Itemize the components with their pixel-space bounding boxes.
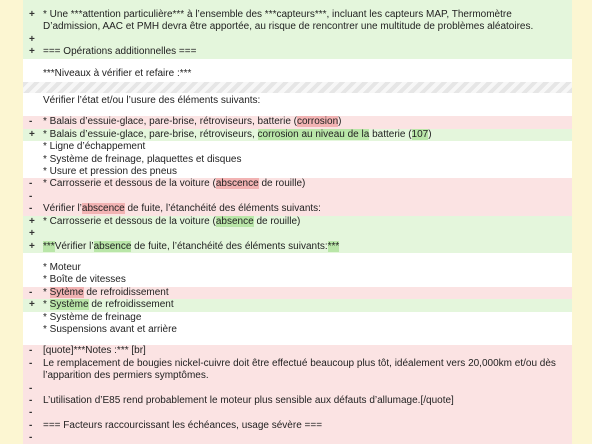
diff-line-text [43, 358, 572, 383]
diff-line-removed [23, 358, 572, 383]
diff-line-removed [23, 345, 572, 357]
diff-line-text [43, 191, 572, 203]
diff-line-text [43, 0, 572, 9]
diff-text-segment: ) [338, 116, 342, 128]
diff-text-segment: de fuite, l’étanchéité des éléments suivants: [131, 240, 328, 252]
diff-spacer [23, 253, 572, 262]
diff-line-text [43, 9, 572, 34]
diff-line-text [43, 287, 572, 299]
diff-line-text [43, 228, 572, 240]
diff-text-segment: ) [428, 128, 432, 140]
diff-line-text [43, 116, 572, 128]
diff-line-added [23, 46, 572, 58]
diff-line-added [23, 9, 572, 34]
diff-text-segment: * [43, 286, 50, 298]
diff-line-text [43, 407, 572, 419]
diff-line-text [43, 262, 572, 274]
diff-text-segment: * Carrosserie et dessous de la voiture ( [43, 178, 216, 190]
diff-line-added [23, 0, 572, 9]
diff-line-context [23, 166, 572, 178]
diff-text-segment: ***Niveaux à vérifier et refaire :*** [43, 67, 192, 79]
diff-line-context [23, 274, 572, 286]
diff-line-added [23, 228, 572, 240]
diff-line-added [23, 34, 572, 46]
diff-line-text [43, 345, 572, 357]
diff-marker: - [29, 357, 33, 369]
diff-marker: + [29, 9, 35, 20]
diff-line-removed [23, 203, 572, 215]
diff-line-text [43, 420, 572, 432]
diff-text-segment: Vérifier l’ [43, 203, 82, 215]
diff-spacer [23, 336, 572, 345]
diff-change-highlight: 107 [411, 128, 429, 140]
diff-text-segment: de rouille) [253, 215, 301, 227]
diff-text-segment: de fuite, l’étanchéité des éléments suivants: [124, 203, 321, 215]
diff-text-segment: de refroidissement [83, 286, 169, 298]
diff-marker: - [29, 286, 33, 298]
diff-marker: - [29, 419, 33, 431]
diff-line-added [23, 241, 572, 253]
diff-marker: + [29, 299, 35, 311]
diff-text-segment: * Système de freinage [43, 311, 142, 323]
diff-text-segment: * Moteur [43, 261, 81, 273]
diff-text-segment: === Opérations additionnelles === [43, 46, 197, 58]
diff-line-removed [23, 432, 572, 444]
diff-marker: - [29, 178, 33, 190]
diff-change-highlight: abscence [81, 203, 125, 215]
diff-text-segment: * Usure et pression des pneus [43, 166, 177, 178]
diff-marker: + [29, 240, 35, 252]
diff-text-segment: * Suspensions avant et arrière [43, 323, 177, 335]
diff-line-text [43, 203, 572, 215]
diff-line-removed [23, 395, 572, 407]
diff-marker: + [29, 128, 35, 140]
diff-line-context [23, 68, 572, 80]
diff-text-segment: * Système de freinage, plaquettes et disques [43, 153, 242, 165]
diff-line-context [23, 312, 572, 324]
diff-marker: + [29, 215, 35, 227]
diff-text-segment: de refroidissement [88, 299, 174, 311]
diff-marker: + [29, 228, 35, 240]
diff-text-segment: * Carrosserie et dessous de la voiture ( [43, 215, 216, 227]
diff-spacer [23, 107, 572, 116]
diff-line-added [23, 129, 572, 141]
diff-text-segment: * Balais d’essuie-glace, pare-brise, rétroviseurs, [43, 128, 258, 140]
diff-change-highlight: absence [93, 240, 132, 252]
diff-line-context [23, 95, 572, 107]
diff-line-list [23, 9, 572, 444]
diff-text-segment: Vérifier l’état et/ou l’usure des éléments suivants: [43, 95, 261, 107]
diff-spacer [23, 59, 572, 68]
diff-change-highlight: Système [49, 299, 89, 311]
diff-text-segment: L’utilisation d’E85 rend probablement le moteur plus sensible aux défauts d’allumage.[/quote] [43, 394, 454, 406]
diff-collapsed-separator[interactable] [23, 82, 572, 93]
diff-marker: - [29, 345, 33, 357]
diff-line-text [43, 324, 572, 336]
diff-text-segment: === Facteurs raccourcissant les échéances, usage sévère === [43, 419, 323, 431]
diff-marker: - [29, 203, 33, 215]
diff-text-segment: Vérifier l’ [54, 240, 94, 252]
diff-line-text [43, 34, 572, 46]
diff-line-text [43, 274, 572, 286]
diff-change-highlight: Sytème [49, 286, 84, 298]
diff-marker: + [29, 33, 35, 45]
diff-line-text [43, 312, 572, 324]
diff-text-segment: [quote]***Notes :*** [br] [43, 345, 146, 357]
diff-panel [23, 0, 572, 444]
diff-change-highlight: *** [327, 240, 340, 252]
diff-marker: + [29, 46, 35, 58]
diff-text-segment: * Ligne d’échappement [43, 141, 146, 153]
diff-change-highlight: abscence [215, 178, 259, 190]
diff-change-highlight: corrosion au niveau de la [257, 128, 370, 140]
diff-line-text [43, 95, 572, 107]
diff-text-segment: * Boîte de vitesses [43, 274, 126, 286]
diff-line-text [43, 299, 572, 311]
diff-line-text [43, 216, 572, 228]
diff-line-text [43, 241, 572, 253]
diff-text-segment: * Balais d’essuie-glace, pare-brise, rétroviseurs, batterie ( [43, 116, 297, 128]
diff-line-context [23, 324, 572, 336]
diff-line-removed [23, 383, 572, 395]
diff-change-highlight: corrosion [297, 116, 339, 128]
diff-marker: - [29, 116, 33, 128]
diff-line-text [43, 178, 572, 190]
diff-marker: - [29, 394, 33, 406]
diff-line-text [43, 68, 572, 80]
diff-line-context [23, 262, 572, 274]
diff-change-highlight: absence [215, 215, 254, 227]
diff-line-text [43, 395, 572, 407]
diff-marker: - [29, 432, 33, 444]
diff-text-segment: * [43, 299, 50, 311]
diff-text-segment: * Une ***attention particulière*** à l’ensemble des ***capteurs***, incluant les capteurs MAP, Thermomètre D’admission, AAC et PMH devra être apportée, au risque de rencontrer une multitude de problèmes aléatoires. [43, 9, 534, 33]
diff-line-text [43, 129, 572, 141]
diff-marker: - [29, 190, 33, 202]
diff-line-context [23, 154, 572, 166]
diff-line-removed [23, 116, 572, 128]
diff-text-segment: Le remplacement de bougies nickel-cuivre doit être effectué beaucoup plus tôt, idéalement vers 20,000km et/ou dès l’apparition des permiers symptômes. [43, 357, 559, 382]
diff-marker: - [29, 407, 33, 419]
diff-line-text [43, 432, 572, 444]
diff-line-added [23, 299, 572, 311]
diff-line-text [43, 154, 572, 166]
diff-line-text [43, 141, 572, 153]
diff-marker: - [29, 382, 33, 394]
diff-line-removed [23, 407, 572, 419]
diff-line-removed [23, 420, 572, 432]
diff-text-segment: batterie ( [369, 128, 412, 140]
diff-line-removed [23, 191, 572, 203]
diff-line-removed [23, 287, 572, 299]
diff-line-removed [23, 178, 572, 190]
diff-change-highlight: *** [43, 240, 55, 252]
diff-line-context [23, 141, 572, 153]
diff-text-segment: de rouille) [258, 178, 306, 190]
diff-line-text [43, 166, 572, 178]
diff-line-added [23, 216, 572, 228]
diff-line-text [43, 383, 572, 395]
diff-line-text [43, 46, 572, 58]
